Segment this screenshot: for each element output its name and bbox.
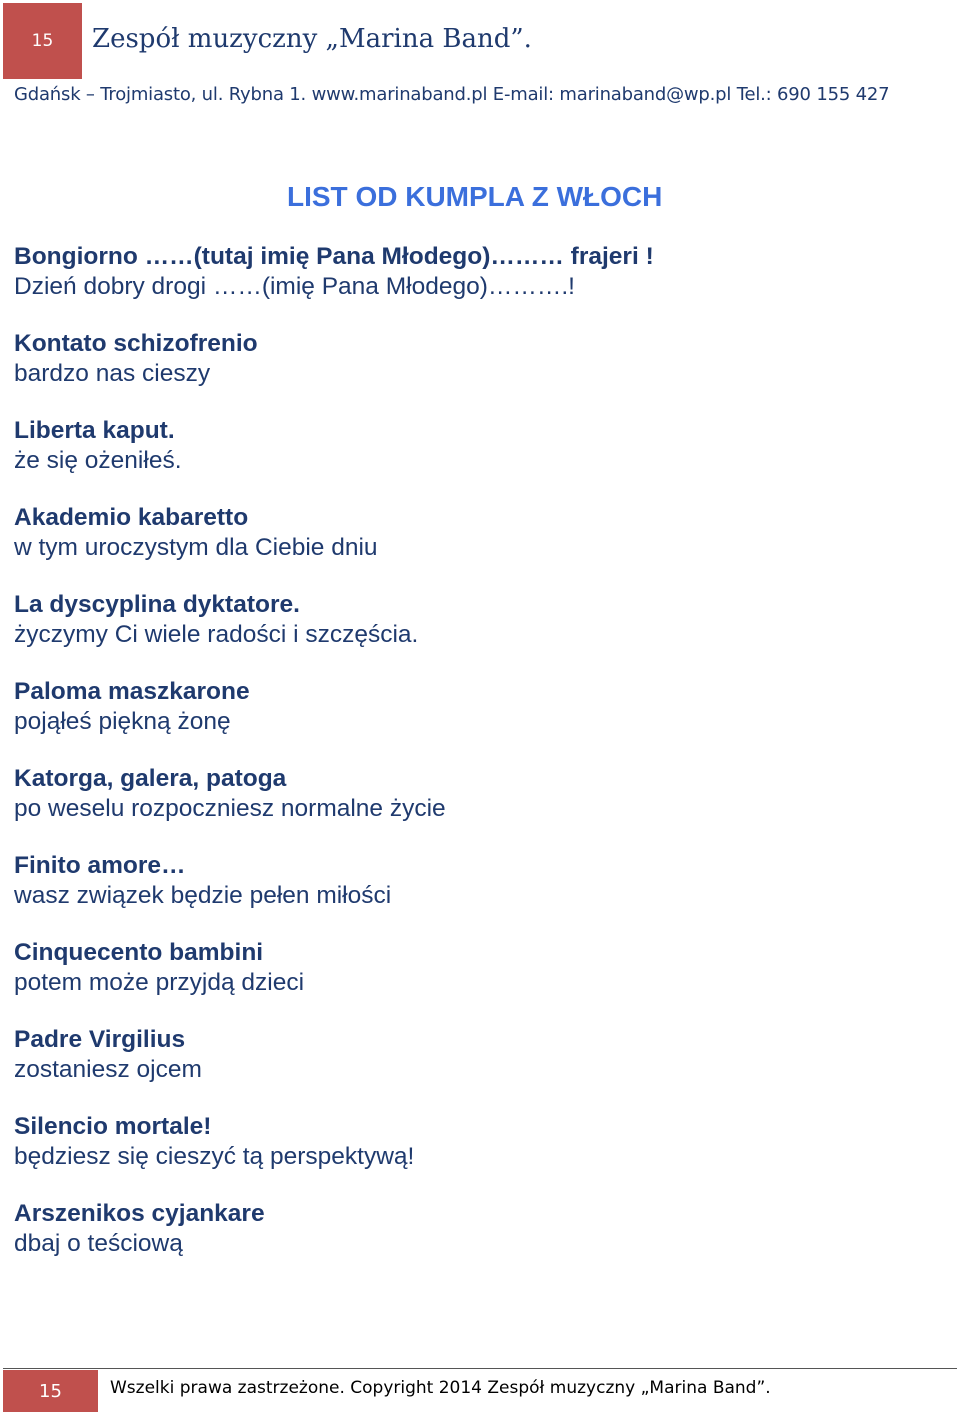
stanza [14,1199,944,1259]
footer-copyright: Wszelki prawa zastrzeżone. Copyright 2014 Zespół muzyczny „Marina Band”. [110,1378,771,1398]
stanza-polish-line: w tym uroczystym dla Ciebie dniu [14,534,378,561]
stanza-italian-line: Kontato schizofrenio [14,330,258,357]
stanza [14,503,944,563]
stanza-italian-line: Paloma maszkarone [14,678,250,705]
stanza [14,938,944,998]
stanza-polish-line: życzymy Ci wiele radości i szczęścia. [14,621,419,648]
stanza-italian-line: La dyscyplina dyktatore. [14,591,300,618]
stanza [14,677,944,737]
header-title: Zespół muzyczny „Marina Band”. [92,24,532,54]
stanza-polish-line: pojąłeś piękną żonę [14,708,231,735]
stanza [14,764,944,824]
stanza-italian-line: Arszenikos cyjankare [14,1200,265,1227]
document-title: LIST OD KUMPLA Z WŁOCH [287,181,663,212]
stanza [14,1112,944,1172]
stanza-italian-line: Silencio mortale! [14,1113,212,1140]
stanza [14,329,944,389]
stanza [14,416,944,476]
stanza-italian-line: Katorga, galera, patoga [14,765,287,792]
stanza [14,590,944,650]
stanza [14,851,944,911]
stanza-polish-line: będziesz się cieszyć tą perspektywą! [14,1143,415,1170]
stanza [14,1025,944,1085]
stanza-italian-line: Akademio kabaretto [14,504,249,531]
footer-divider [3,1368,957,1369]
header-contact: Gdańsk – Trojmiasto, ul. Rybna 1. www.marinaband.pl E-mail: marinaband@wp.pl Tel.: 690 155 427 [14,84,890,105]
stanza-polish-line: wasz związek będzie pełen miłości [14,882,392,909]
stanza-polish-line: Dzień dobry drogi ……(imię Pana Młodego)……….! [14,273,575,300]
stanza-italian-line: Padre Virgilius [14,1026,186,1053]
stanza-italian-line: Cinquecento bambini [14,939,264,966]
stanza-italian-line: Liberta kaput. [14,417,175,444]
stanza [14,242,944,302]
stanza-italian-line: Finito amore… [14,852,186,879]
document-body [14,242,944,1286]
stanza-polish-line: że się ożeniłeś. [14,447,182,474]
stanza-polish-line: potem może przyjdą dzieci [14,969,305,996]
stanza-polish-line: dbaj o teściową [14,1230,183,1257]
footer-page-number: 15 [3,1370,98,1412]
stanza-polish-line: po weselu rozpoczniesz normalne życie [14,795,446,822]
header-page-number: 15 [3,3,82,79]
stanza-italian-line: Bongiorno ……(tutaj imię Pana Młodego)……… frajeri ! [14,243,654,270]
stanza-polish-line: zostaniesz ojcem [14,1056,202,1083]
stanza-polish-line: bardzo nas cieszy [14,360,211,387]
